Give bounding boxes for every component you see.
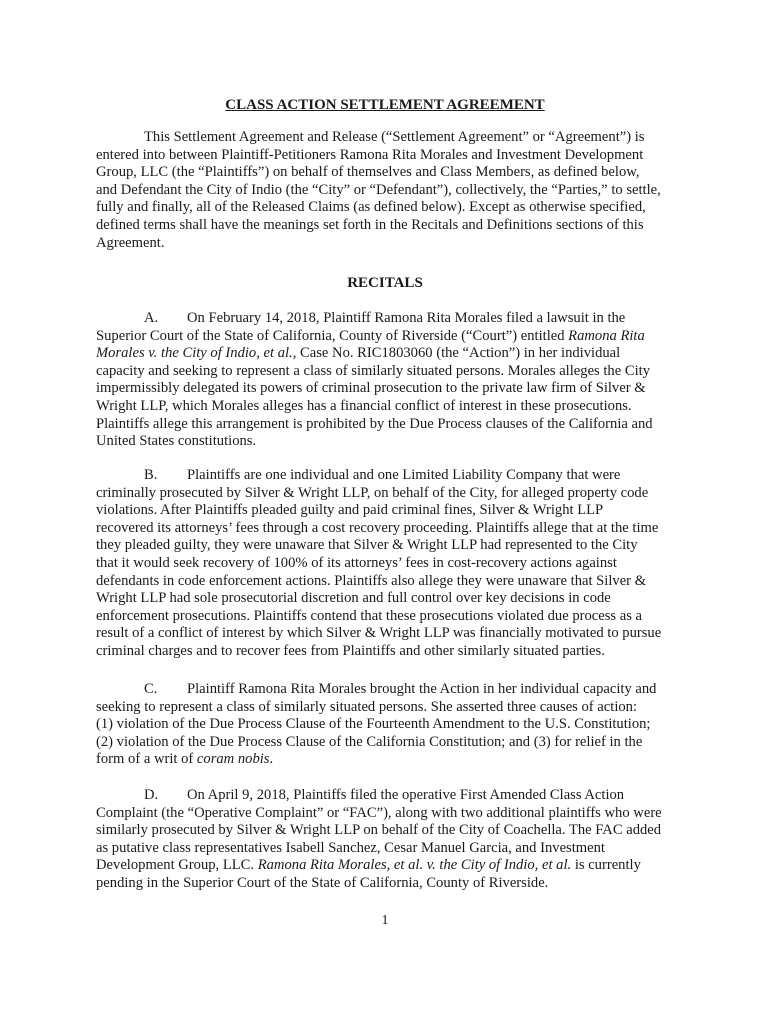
recital-a-line <box>96 345 670 363</box>
recital-c-line <box>96 751 670 769</box>
intro-line: This Settlement Agreement and Release (“Settlement Agreement” or “Agreement”) is <box>144 129 645 145</box>
recital-d-label: D. <box>144 787 159 803</box>
intro-line: defined terms shall have the meanings set forth in the Recitals and Definitions sections of this <box>96 216 644 233</box>
recital-a-line: Plaintiffs allege this arrangement is prohibited by the Due Process clauses of the California and <box>96 415 653 432</box>
recital-b-line: recovered its attorneys’ fees through a cost recovery proceeding. Plaintiffs allege that at the time <box>96 519 659 536</box>
recital-b-line: defendants in code enforcement actions. Plaintiffs also allege they were unaware that Silver & <box>96 572 647 589</box>
recital-b-line: they pleaded guilty, they were unaware that Silver & Wright LLP had represented to the City <box>96 537 638 554</box>
recital-d-line: as putative class representatives Isabell Sanchez, Cesar Manuel Garcia, and Investment <box>96 839 605 856</box>
recital-a-label: A. <box>144 310 159 326</box>
recital-c-line: seeking to represent a class of similarly situated persons. She asserted three causes of action: <box>96 698 638 715</box>
recital-b-line: violations. After Plaintiffs pleaded guilty and paid criminal fines, Silver & Wright LLP <box>96 502 604 519</box>
recital-c-label: C. <box>144 681 158 697</box>
recitals-heading: RECITALS <box>347 275 423 291</box>
recital-b-line: Wright LLP had sole prosecutorial discretion and full control over key decisions in code <box>96 590 611 607</box>
recital-d-text: On April 9, 2018, Plaintiffs filed the operative First Amended Class Action <box>187 787 625 803</box>
coram-nobis-italic: coram nobis <box>196 751 270 768</box>
recital-a-line <box>96 328 670 346</box>
recital-d-line: similarly prosecuted by Silver & Wright LLP on behalf of the City of Coachella. The FAC added <box>96 822 662 839</box>
intro-line: Group, LLC (the “Plaintiffs”) on behalf of themselves and Class Members, as defined below, <box>96 164 640 181</box>
recital-a-text: , Case No. RIC1803060 (the “Action”) in her individual <box>292 345 621 362</box>
recital-a-text: Superior Court of the State of California, County of Riverside (“Court”) entitled <box>96 327 569 344</box>
case-name-italic: Ramona Rita Morales, et al. v. the City of Indio, et al. <box>257 857 572 874</box>
recital-b-line: result of a conflict of interest by which Silver & Wright LLP was financially motivated to pursue <box>96 625 662 642</box>
intro-line: entered into between Plaintiff-Petitioners Ramona Rita Morales and Investment Development <box>96 146 644 163</box>
recital-b-first-line <box>96 467 670 485</box>
recital-a <box>96 310 670 451</box>
recital-d-line: pending in the Superior Court of the State of California, County of Riverside. <box>96 874 549 891</box>
recital-d-line: Complaint (the “Operative Complaint” or “FAC”), along with two additional plaintiffs who were <box>96 804 662 821</box>
recital-d-line <box>96 857 670 875</box>
case-name-italic: Ramona Rita <box>568 327 645 344</box>
recital-a-line: Wright LLP, which Morales alleges has a financial conflict of interest in these prosecutions. <box>96 397 632 414</box>
page-number: 1 <box>381 913 389 928</box>
intro-line: and Defendant the City of Indio (the “City” or “Defendant”), collectively, the “Parties,” to settle, <box>96 181 661 198</box>
recital-c <box>96 681 670 769</box>
document-title: CLASS ACTION SETTLEMENT AGREEMENT <box>225 97 545 113</box>
recital-d-text: Development Group, LLC. <box>96 857 258 874</box>
recital-c-line: (2) violation of the Due Process Clause of the California Constitution; and (3) for relief in the <box>96 733 643 750</box>
intro-line: Agreement. <box>96 234 165 251</box>
intro-paragraph <box>96 129 670 252</box>
recital-b-line: criminal charges and to recover fees from Plaintiffs and other similarly situated parties. <box>96 642 605 659</box>
case-name-italic: Morales v. the City of Indio, et al. <box>96 345 293 362</box>
recital-c-text: . <box>269 751 274 768</box>
recital-a-line: impermissibly delegated its powers of criminal prosecution to the private law firm of Silver & <box>96 380 646 397</box>
recital-b-label: B. <box>144 467 158 483</box>
recital-c-text: Plaintiff Ramona Rita Morales brought the Action in her individual capacity and <box>187 681 657 697</box>
recital-a-first-line <box>96 310 670 328</box>
recital-d <box>96 787 670 893</box>
recital-d-text: is currently <box>571 857 641 874</box>
recital-b-text: Plaintiffs are one individual and one Limited Liability Company that were <box>187 467 621 483</box>
recital-b-line: criminally prosecuted by Silver & Wright LLP, on behalf of the City, for alleged property code <box>96 484 649 501</box>
recital-c-first-line <box>96 681 670 699</box>
recital-c-line: (1) violation of the Due Process Clause of the Fourteenth Amendment to the U.S. Constitution; <box>96 716 651 733</box>
recital-a-text: On February 14, 2018, Plaintiff Ramona Rita Morales filed a lawsuit in the <box>187 310 626 326</box>
recital-a-line: United States constitutions. <box>96 433 257 450</box>
recital-a-line: capacity and seeking to represent a class of similarly situated persons. Morales alleges the City <box>96 362 650 379</box>
recital-d-first-line <box>96 787 670 805</box>
recital-b-line: that it would seek recovery of 100% of its attorneys’ fees in cost-recovery actions against <box>96 554 617 571</box>
recital-b-line: enforcement prosecutions. Plaintiffs contend that these prosecutions violated due process as a <box>96 607 643 624</box>
intro-line: fully and finally, all of the Released Claims (as defined below). Except as otherwise specified, <box>96 199 646 216</box>
recital-c-text: form of a writ of <box>96 751 197 768</box>
recital-b <box>96 467 670 661</box>
